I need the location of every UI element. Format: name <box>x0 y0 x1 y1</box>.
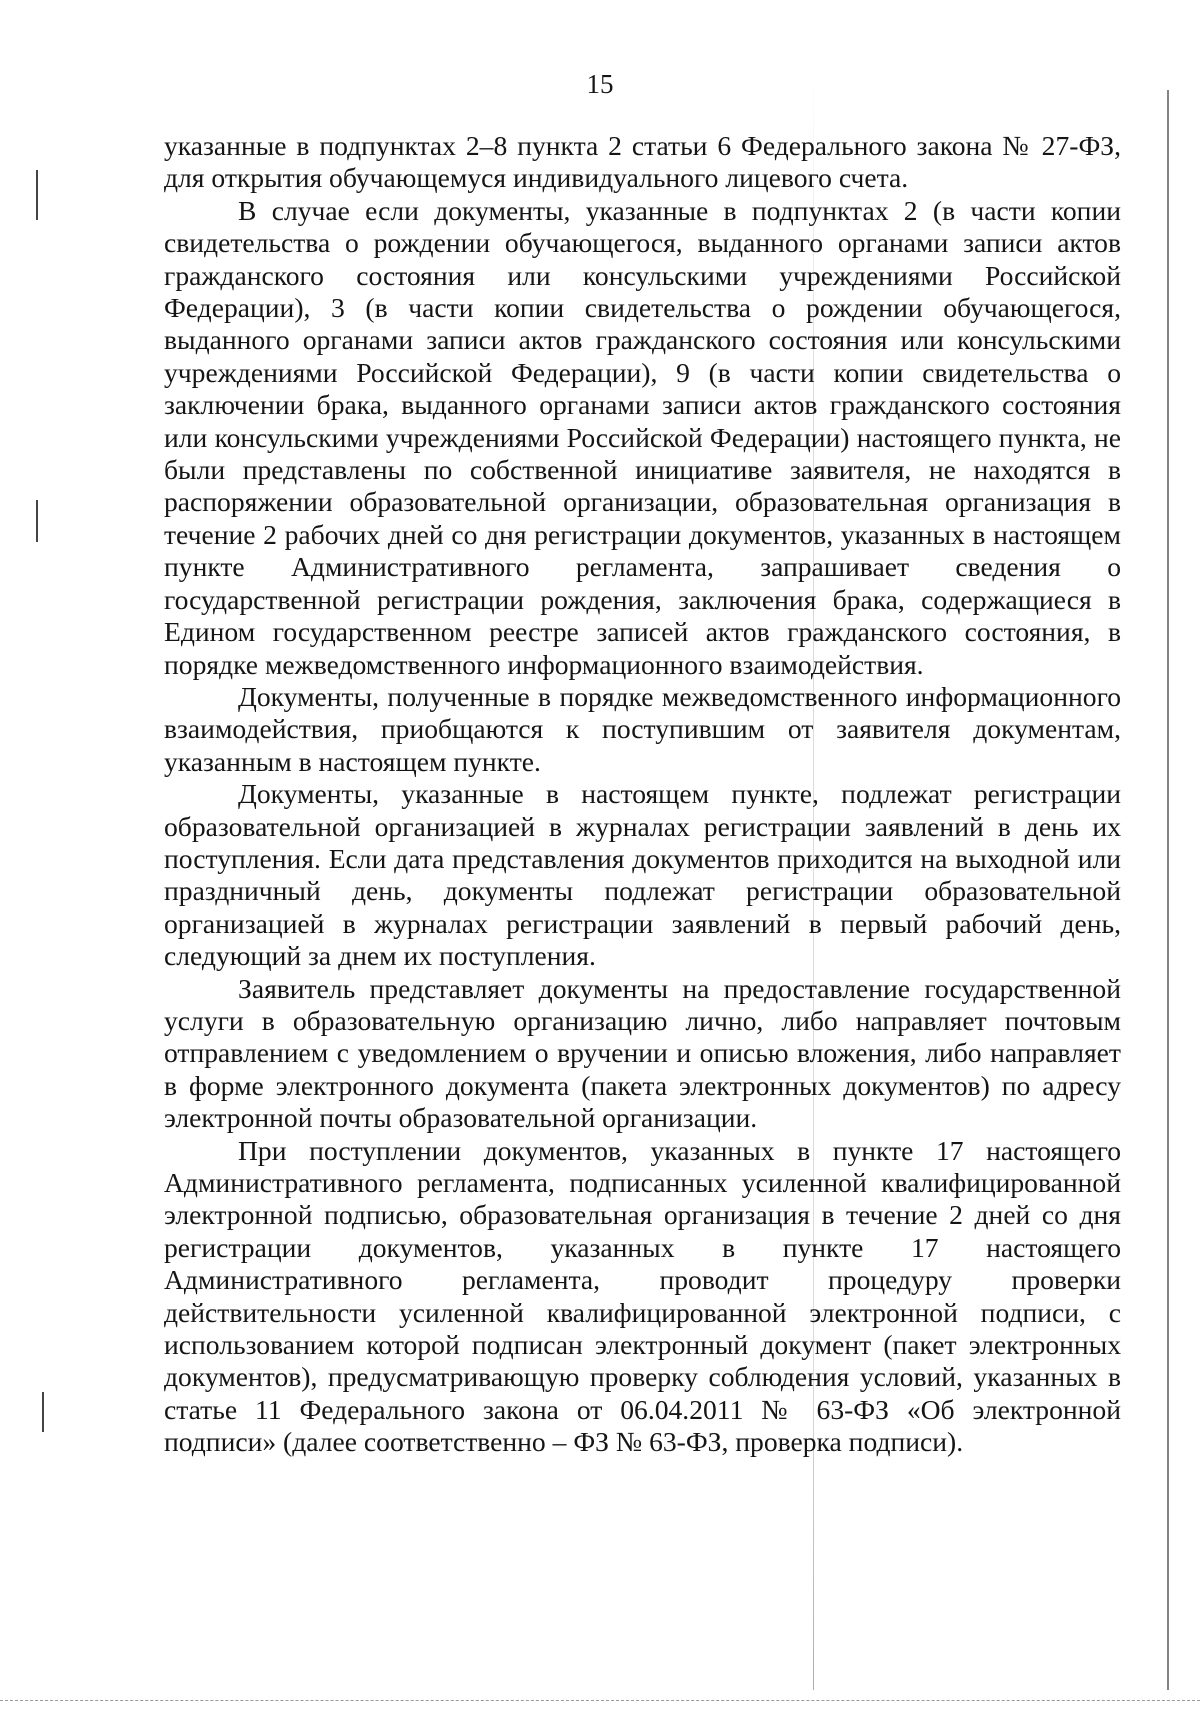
paragraph: Документы, полученные в порядке межведомственного информационного взаимодействия, приобщаются к поступившим от заявителя документам, указанным в настоящем пункте. <box>164 680 1121 777</box>
paragraph: указанные в подпунктах 2–8 пункта 2 статьи 6 Федерального закона № 27-ФЗ, для открытия обучающемуся индивидуального лицевого счета. <box>164 130 1121 194</box>
paragraph: Заявитель представляет документы на предоставление государственной услуги в образовательную организацию лично, либо направляет почтовым отправлением с уведомлением о вручении и описью вложения, либо направляет в форме электронного документа (пакета электронных документов) по адресу электронной почты образовательной организации. <box>164 972 1121 1134</box>
scan-mark <box>36 170 38 220</box>
scan-bottom-edge <box>0 1700 1200 1702</box>
paragraph: В случае если документы, указанные в подпунктах 2 (в части копии свидетельства о рождении обучающегося, выданного органами записи актов гражданского состояния или консульскими учреждениями Российской Федерации), 3 (в части копии свидетельства о рождении обучающегося, выданного органами записи актов гражданского состояния или консульскими учреждениями Российской Федерации), 9 (в части копии свидетельства о заключении брака, выданного органами записи актов гражданского состояния или консульскими учреждениями Российской Федерации) настоящего пункта, не были представлены по собственной инициативе заявителя, не находятся в распоряжении образовательной организации, образовательная организация в течение 2 рабочих дней со дня регистрации документов, указанных в настоящем пункте Административного регламента, запрашивает сведения о государственной регистрации рождения, заключения брака, содержащиеся в Едином государственном реестре записей актов гражданского состояния, в порядке межведомственного информационного взаимодействия. <box>164 194 1121 680</box>
document-body <box>164 130 1121 1459</box>
scan-mark <box>36 500 38 542</box>
paragraph: При поступлении документов, указанных в пункте 17 настоящего Административного регламента, подписанных усиленной квалифицированной электронной подписью, образовательная организация в течение 2 дней со дня регистрации документов, указанных в пункте 17 настоящего Административного регламента, проводит процедуру проверки действительности усиленной квалифицированной электронной подписи, с использованием которой подписан электронный документ (пакет электронных документов), предусматривающую проверку соблюдения условий, указанных в статье 11 Федерального закона от 06.04.2011 № 63-ФЗ «Об электронной подписи» (далее соответственно – ФЗ № 63-ФЗ, проверка подписи). <box>164 1134 1121 1458</box>
scan-right-edge <box>1167 90 1169 1690</box>
page-number: 15 <box>586 69 614 99</box>
paragraph: Документы, указанные в настоящем пункте, подлежат регистрации образовательной организацией в журналах регистрации заявлений в день их поступления. Если дата представления документов приходится на выходной или праздничный день, документы подлежат регистрации образовательной организацией в журналах регистрации заявлений в первый рабочий день, следующий за днем их поступления. <box>164 778 1121 972</box>
scan-mark <box>42 1392 44 1432</box>
